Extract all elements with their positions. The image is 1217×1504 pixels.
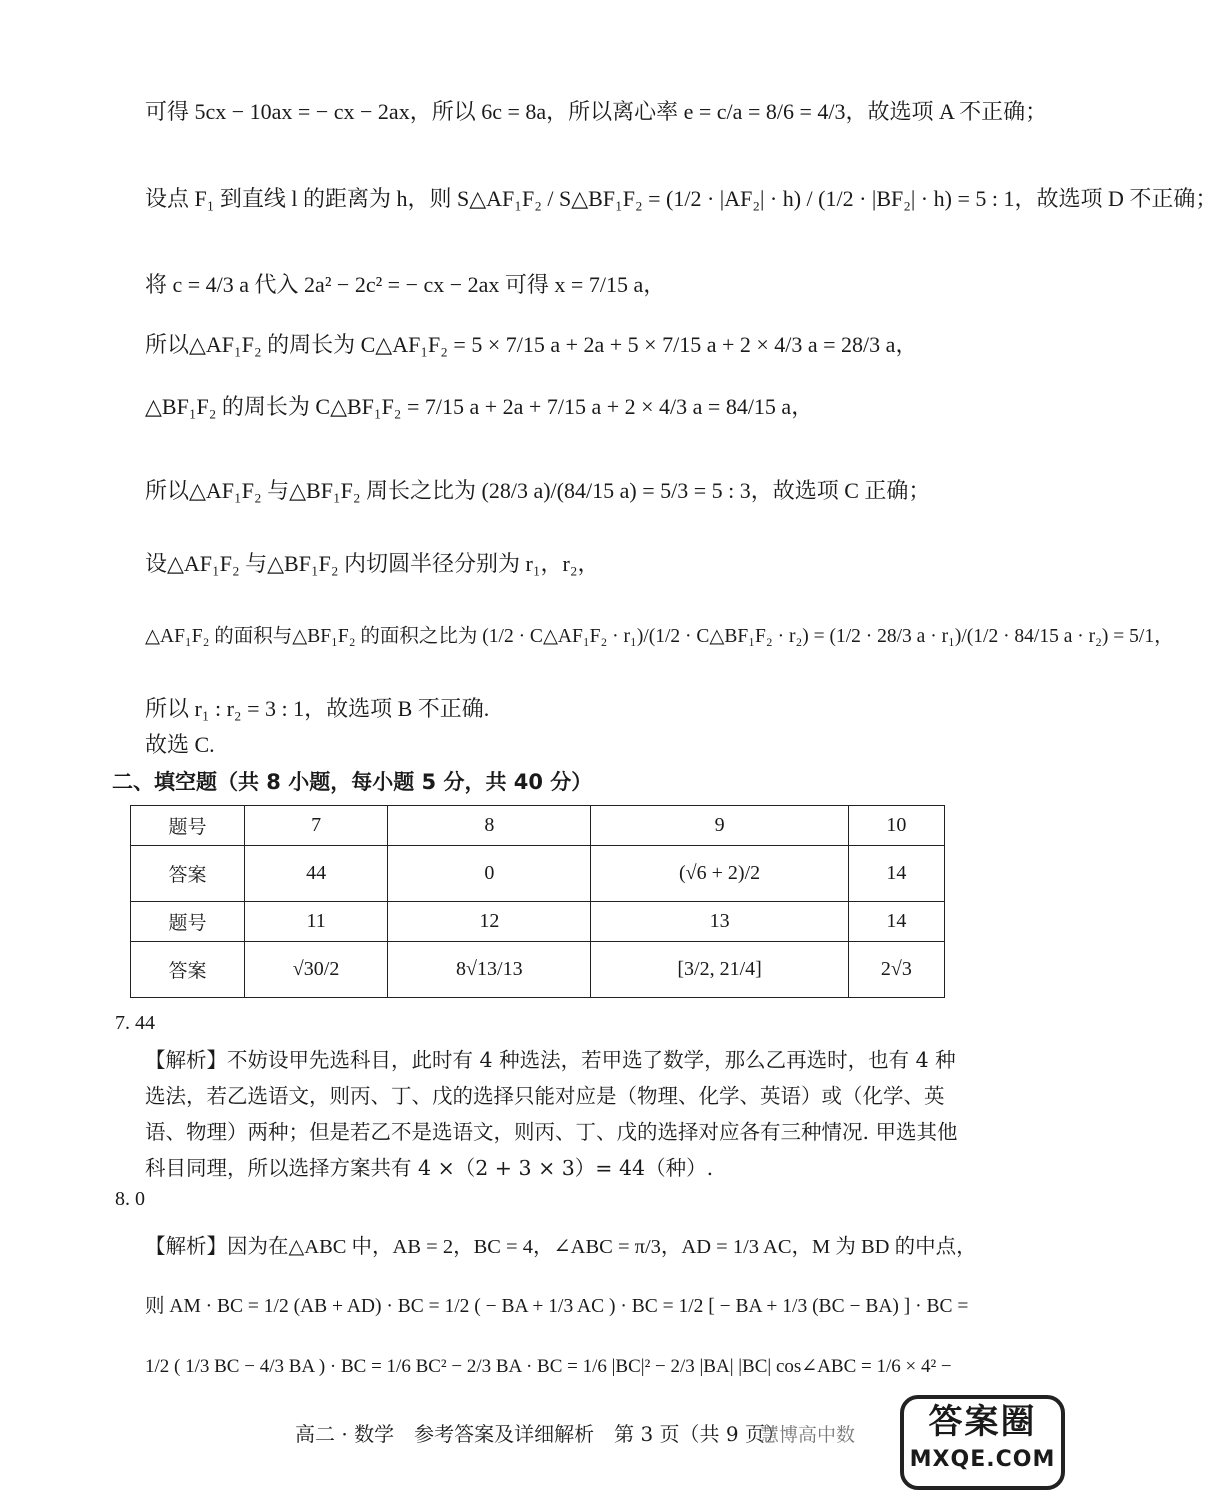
q8-analysis-line-3: 1/2 ( 1/3 BC − 4/3 BA ) · BC = 1/6 BC² − 2/3 BA · BC = 1/6 |BC|² − 2/3 |BA| |BC| cos∠ABC = 1/6 × 4² − — [145, 1356, 952, 1377]
table-row — [131, 846, 945, 902]
question-number: 12 — [388, 902, 591, 942]
q8-number-answer: 8. 0 — [115, 1188, 145, 1210]
solution-line-7: 设△AF₁F₂ 与△BF₁F₂ 内切圆半径分别为 r₁，r₂， — [145, 551, 600, 576]
solution-line-3: 将 c = 4/3 a 代入 2a² − 2c² = − cx − 2ax 可得 x = 7/15 a， — [145, 272, 666, 297]
solution-line-8: △AF₁F₂ 的面积与△BF₁F₂ 的面积之比为 (1/2 · C△AF₁F₂ · r₁)/(1/2 · C△BF₁F₂ · r₂) = (1/2 · 28/3 a · r₁)/(1/2 · 84/15 a · r₂) = 5/1， — [145, 626, 1174, 647]
row-label-answer: 答案 — [131, 846, 245, 902]
row-label-question: 题号 — [131, 902, 245, 942]
watermark-logo-top: 答案圈 — [928, 1402, 1037, 1442]
question-number: 10 — [848, 806, 944, 846]
q7-analysis: 【解析】不妨设甲先选科目，此时有 4 种选法，若甲选了数学，那么乙再选时，也有 4 种选法，若乙选语文，则丙、丁、戊的选择只能对应是（物理、化学、英语）或（化学、英语、物理）两种；但是若乙不是选语文，则丙、丁、戊的选择对应各有三种情况. 甲选其他科目同理，所以选择方案共有 4 ×（2 + 3 × 3）= 44（种）. — [145, 1048, 958, 1180]
solution-line-4: 所以△AF₁F₂ 的周长为 C△AF₁F₂ = 5 × 7/15 a + 2a + 5 × 7/15 a + 2 × 4/3 a = 28/3 a， — [145, 332, 918, 357]
question-number: 14 — [848, 902, 944, 942]
table-row — [131, 806, 945, 846]
solution-line-5: △BF₁F₂ 的周长为 C△BF₁F₂ = 7/15 a + 2a + 7/15 a + 2 × 4/3 a = 84/15 a， — [145, 394, 814, 419]
question-number: 11 — [245, 902, 388, 942]
row-label-answer: 答案 — [131, 942, 245, 998]
answer-cell: 44 — [245, 846, 388, 902]
answer-cell: [3/2, 21/4] — [591, 942, 848, 998]
solution-line-2: 设点 F₁ 到直线 l 的距离为 h，则 S△AF₁F₂ / S△BF₁F₂ = (1/2 · |AF₂| · h) / (1/2 · |BF₂| · h) = 5 : 1，故选项 D 不正确； — [145, 186, 1217, 211]
solution-line-9: 所以 r₁ : r₂ = 3 : 1，故选项 B 不正确. — [145, 696, 490, 721]
answer-cell: 2√3 — [848, 942, 944, 998]
question-number: 9 — [591, 806, 848, 846]
q8-analysis-line-1: 【解析】因为在△ABC 中，AB = 2，BC = 4，∠ABC = π/3，AD = 1/3 AC，M 为 BD 的中点， — [145, 1236, 977, 1258]
section-heading: 二、填空题（共 8 小题，每小题 5 分，共 40 分） — [112, 770, 593, 794]
solution-line-6: 所以△AF₁F₂ 与△BF₁F₂ 周长之比为 (28/3 a)/(84/15 a) = 5/3 = 5 : 3，故选项 C 正确； — [145, 478, 931, 503]
watermark-logo — [900, 1395, 1065, 1490]
solution-line-1: 可得 5cx − 10ax = − cx − 2ax，所以 6c = 8a，所以离心率 e = c/a = 8/6 = 4/3，故选项 A 不正确； — [145, 99, 1048, 124]
answer-cell: 14 — [848, 846, 944, 902]
watermark-logo-bottom: MXQE.COM — [909, 1447, 1056, 1472]
answer-cell: (√6 + 2)/2 — [591, 846, 848, 902]
answer-cell: 0 — [388, 846, 591, 902]
table-row — [131, 902, 945, 942]
table-row — [131, 942, 945, 998]
page-footer: 高二 · 数学 参考答案及详细解析 第 3 页（共 9 页） — [295, 1422, 785, 1446]
q8-analysis-line-2: 则 AM · BC = 1/2 (AB + AD) · BC = 1/2 ( − BA + 1/3 AC ) · BC = 1/2 [ − BA + 1/3 (BC − BA) ] · BC = — [145, 1296, 969, 1317]
solution-line-10: 故选 C. — [145, 732, 215, 757]
answer-cell: √30/2 — [245, 942, 388, 998]
q7-number-answer: 7. 44 — [115, 1012, 155, 1034]
watermark-text: 慧博高中数 — [760, 1424, 856, 1446]
question-number: 7 — [245, 806, 388, 846]
question-number: 13 — [591, 902, 848, 942]
question-number: 8 — [388, 806, 591, 846]
answer-cell: 8√13/13 — [388, 942, 591, 998]
answer-table — [130, 805, 945, 998]
row-label-question: 题号 — [131, 806, 245, 846]
